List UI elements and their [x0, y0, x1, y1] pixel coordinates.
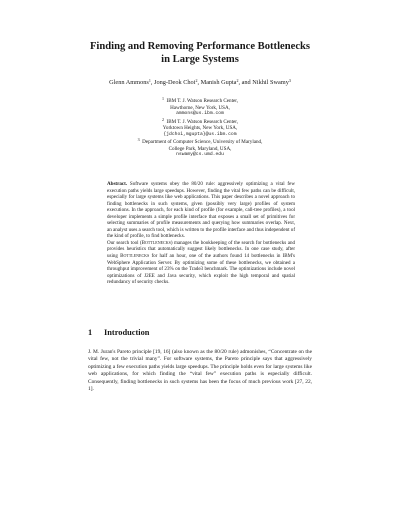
- paper-title: [40, 40, 360, 66]
- author: Nikhil Swamy$^3$: [252, 78, 291, 86]
- section-title: Introduction: [104, 328, 150, 337]
- section-heading: [88, 328, 149, 337]
- abstract: Abstract. Software systems obey the 80/20 rule: aggressively optimizing a vital few execution paths yields large speedups. However, finding the vital few paths can be difficult, especially for large systems like web applications. This paper describes a novel approach to finding bottlenecks in such systems, given (possibly very large) profiles of system executions. In the approach, for each kind of profile (for example, call-tree profiles), a tool developer implements a simple profile interface that exposes a small set of primitives for selecting summaries of profile measurements and querying how summaries overlap. Next, an analyst uses a search tool, which is written to the profile interface and thus independent of the kind of profile, to find bottlenecks. Our search tool (Bottlenecks) manages the bookkeeping of the search for bottlenecks and provides heuristics that automatically suggest likely bottlenecks. In one case study, after using Bottlenecks for half an hour, one of the authors found 14 bottlenecks in IBM's WebSphere Application Server. By optimizing some of these bottlenecks, we obtained a throughput improvement of 23% on the Trade3 benchmark. The optimizations include novel optimizations of J2EE and Java security, which exploit the high temporal and spatial redundancy of security checks.: [107, 181, 295, 286]
- title-line-1: Finding and Removing Performance Bottlenecks: [89, 41, 311, 52]
- author: Jong-Deok Choi$^2$,: [154, 78, 201, 86]
- author: Glenn Ammons$^1$,: [109, 78, 154, 86]
- affiliation-3: $^3$ Department of Computer Science, University of Maryland, College Park, Maryland, USA, nswamy@cs.umd.edu: [60, 137, 340, 159]
- tool-name: Bottlenecks: [141, 239, 171, 246]
- affiliation-2: $^2$ IBM T. J. Watson Research Center, Yorktown Heights, New York, USA, {jdchoi,mgupta}@us.ibm.com: [60, 117, 340, 139]
- email-address: nswamy@cs.umd.edu: [176, 152, 224, 158]
- section-number: 1: [88, 328, 93, 337]
- email-address: ammons@us.ibm.com: [176, 111, 224, 117]
- abstract-label: Abstract.: [107, 181, 128, 187]
- introduction-text: J. M. Juran's Pareto principle [19, 16] (also known as the 80/20 rule) admonishes, “Concentrate on the vital few, not the trivial many”. For software systems, the Pareto principle says that aggressively optimizing a few execution paths yields large speedups. The principle holds even for large systems like web applications, for which finding the “vital few” execution paths is especially difficult. Consequently, finding bottlenecks in such systems has been the focus of much previous work [27, 22, 1].: [88, 349, 312, 393]
- author-list: [40, 77, 360, 87]
- affiliation-1: $^1$ IBM T. J. Watson Research Center, Hawthorne, New York, USA, ammons@us.ibm.com: [60, 96, 340, 118]
- title-line-2: in Large Systems: [161, 54, 239, 65]
- author: Manish Gupta$^2$, and: [200, 78, 253, 86]
- email-address: {jdchoi,mgupta}@us.ibm.com: [163, 131, 237, 137]
